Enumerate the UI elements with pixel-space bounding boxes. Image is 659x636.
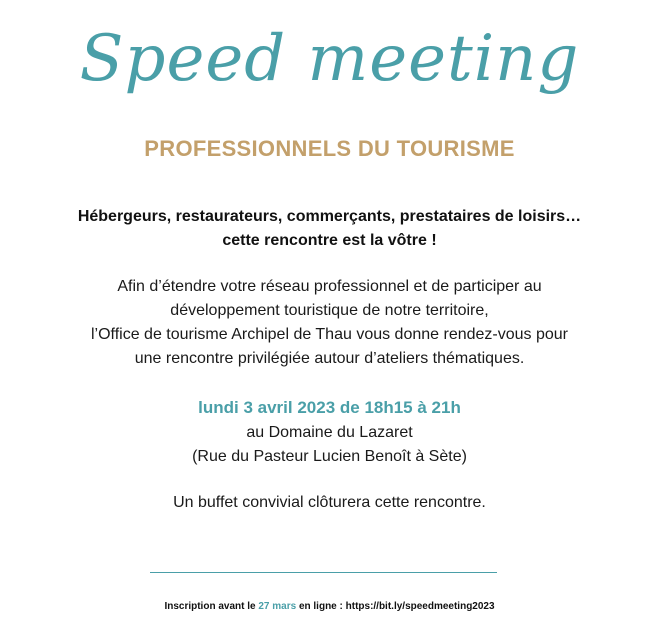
body-line-1: Afin d’étendre votre réseau professionnel et de participer au [117, 278, 542, 295]
divider [150, 572, 497, 573]
registration-footer [0, 600, 659, 614]
event-venue-block [0, 421, 659, 469]
event-address: (Rue du Pasteur Lucien Benoît à Sète) [192, 448, 467, 465]
body-line-3: l’Office de tourisme Archipel de Thau vous donne rendez-vous pour [90, 326, 569, 343]
page-subtitle: PROFESSIONNELS DU TOURISME [144, 136, 515, 161]
event-venue: au Domaine du Lazaret [246, 424, 413, 441]
buffet-note: Un buffet convivial clôturera cette rencontre. [173, 494, 486, 511]
body-line-4: une rencontre privilégiée autour d’ateliers thématiques. [134, 350, 525, 367]
footer-middle: en ligne : [296, 601, 346, 612]
footer-deadline: 27 mars [258, 601, 297, 612]
body-paragraph [0, 275, 659, 371]
registration-link[interactable]: https://bit.ly/speedmeeting2023 [345, 601, 495, 612]
page-title: Speed meeting [79, 22, 580, 96]
intro-line-2: cette rencontre est la vôtre ! [222, 232, 437, 249]
footer-prefix: Inscription avant le [164, 601, 259, 612]
intro-line-1: Hébergeurs, restaurateurs, commerçants, prestataires de loisirs… [77, 208, 582, 225]
event-date: lundi 3 avril 2023 de 18h15 à 21h [198, 398, 461, 417]
intro-paragraph [0, 205, 659, 253]
body-line-2: développement touristique de notre territoire, [170, 302, 489, 319]
